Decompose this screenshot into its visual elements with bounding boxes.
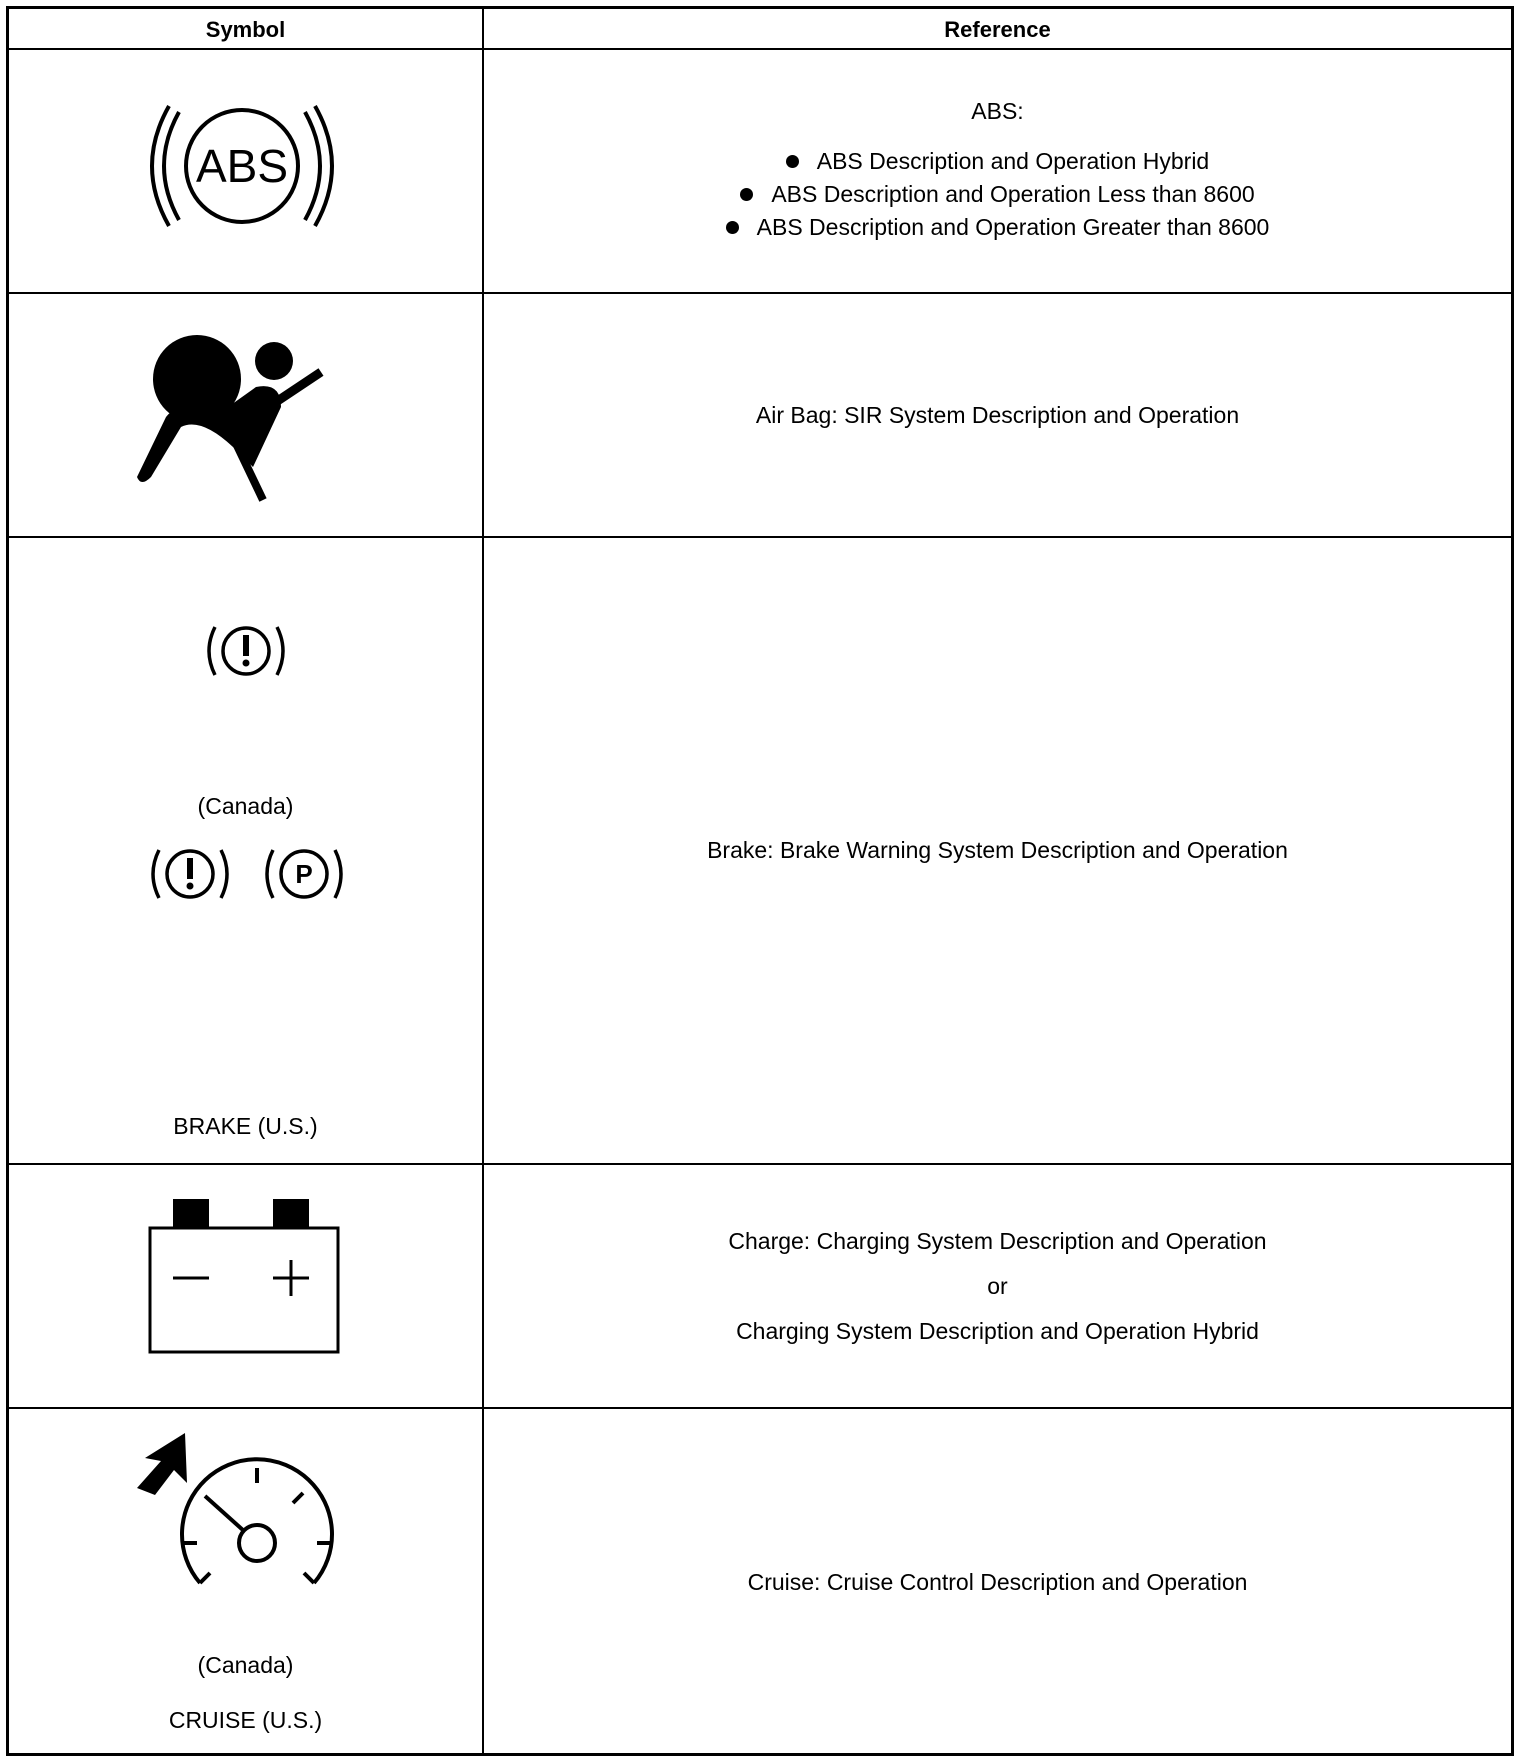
charge-reference-line2: Charging System Description and Operation Hybrid — [736, 1317, 1259, 1344]
header-symbol: Symbol — [205, 17, 286, 42]
cruise-us-label: CRUISE (U.S.) — [168, 1707, 323, 1733]
reference-table — [6, 6, 1514, 1756]
table-row-airbag-symbol — [9, 294, 482, 536]
cruise-reference-text: Cruise: Cruise Control Description and Operation — [747, 1569, 1248, 1595]
parking-brake-icon — [261, 846, 347, 902]
charge-reference-line1: Charge: Charging System Description and Operation — [728, 1227, 1267, 1254]
bullet-icon — [726, 221, 739, 234]
brake-warning-icon — [203, 623, 289, 679]
brake-reference-text: Brake: Brake Warning System Description and Operation — [707, 837, 1288, 863]
bullet-icon — [786, 155, 799, 168]
abs-title: ABS: — [971, 98, 1024, 124]
header-reference: Reference — [944, 17, 1051, 42]
battery-icon — [148, 1199, 340, 1355]
abs-warning-icon — [157, 106, 327, 226]
cruise-control-icon — [137, 1433, 357, 1603]
table-row-abs-reference — [484, 50, 1511, 292]
svg-text:ABS: ABS — [195, 140, 289, 192]
list-item: ABS Description and Operation Hybrid — [786, 145, 1209, 178]
table-row-brake-reference — [484, 538, 1511, 1163]
bullet-icon — [740, 188, 753, 201]
airbag-reference-text: Air Bag: SIR System Description and Operation — [755, 401, 1240, 428]
brake-warning-icon — [147, 846, 233, 902]
cruise-canada-label: (Canada) — [197, 1652, 294, 1678]
list-item: ABS Description and Operation Less than 8600 — [740, 178, 1254, 211]
table-row-charge-reference — [484, 1165, 1511, 1407]
table-row-abs-symbol — [9, 50, 482, 292]
table-row-brake-symbol — [9, 538, 482, 1163]
brake-canada-label: (Canada) — [197, 793, 294, 819]
airbag-icon — [141, 332, 351, 512]
brake-us-label: BRAKE (U.S.) — [173, 1113, 318, 1139]
table-row-cruise-symbol — [9, 1409, 482, 1756]
list-item: ABS Description and Operation Greater than 8600 — [726, 211, 1270, 244]
svg-text:P: P — [295, 859, 313, 889]
charge-reference-or: or — [987, 1272, 1008, 1299]
table-row-airbag-reference — [484, 294, 1511, 536]
table-row-cruise-reference — [484, 1409, 1511, 1756]
table-row-charge-symbol — [9, 1165, 482, 1407]
